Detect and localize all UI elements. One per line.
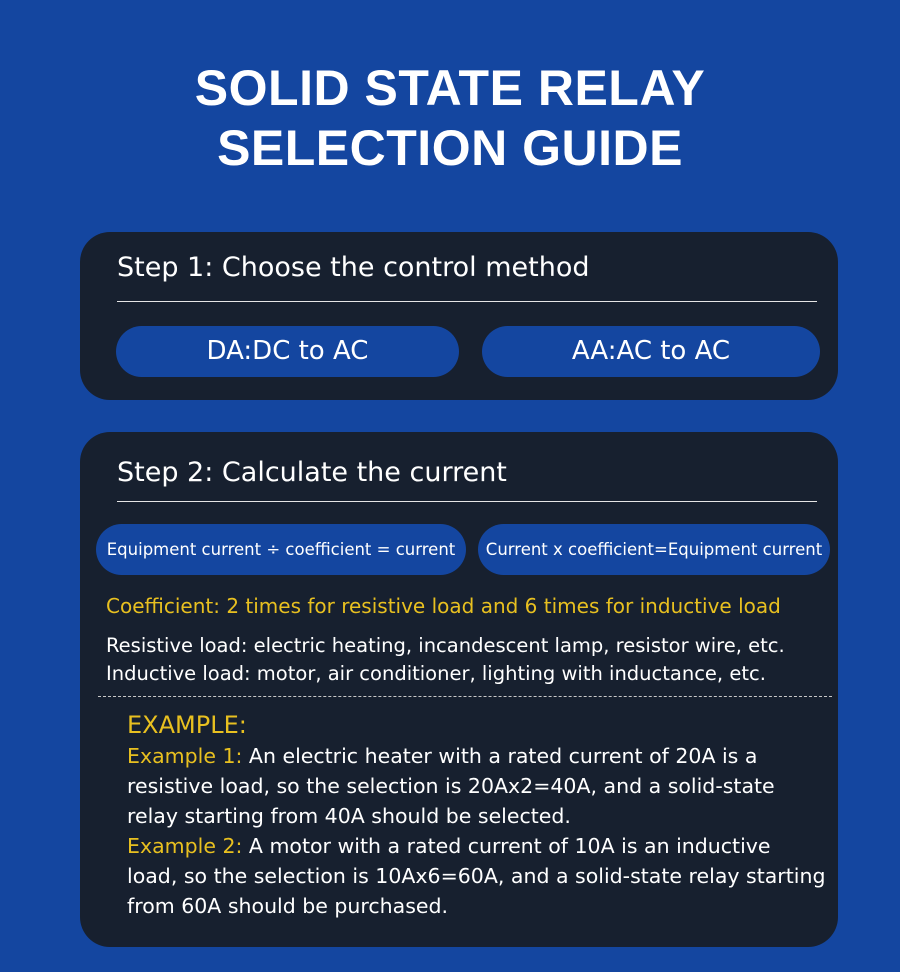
option-da-dc-to-ac[interactable]: DA:DC to AC: [116, 326, 459, 377]
step1-divider: [117, 301, 817, 302]
load-types: [106, 632, 785, 688]
option-aa-ac-to-ac[interactable]: AA:AC to AC: [482, 326, 820, 377]
example-2-label: Example 2:: [127, 834, 243, 858]
step2-card: [80, 432, 838, 947]
example-1-text: An electric heater with a rated current of 20A is a resistive load, so the selection is 20Ax2=40A, and a solid-state relay starting from 40A should be selected.: [127, 744, 775, 828]
formula-equipment-current-pill: Current x coefficient=Equipment current: [478, 524, 830, 575]
page-title: [0, 58, 900, 178]
resistive-load-text: Resistive load: electric heating, incandescent lamp, resistor wire, etc.: [106, 634, 785, 657]
step2-divider: [117, 501, 817, 502]
step2-title: Step 2: Calculate the current: [117, 457, 507, 488]
title-line-1: SOLID STATE RELAY: [194, 60, 706, 116]
coefficient-note: Coefficient: 2 times for resistive load and 6 times for inductive load: [106, 594, 781, 618]
example-1-label: Example 1:: [127, 744, 243, 768]
example-2: [127, 831, 827, 921]
title-line-2: SELECTION GUIDE: [217, 120, 683, 176]
step1-card: [80, 232, 838, 400]
formula-current-pill: Equipment current ÷ coefficient = current: [96, 524, 466, 575]
example-heading: EXAMPLE:: [127, 711, 247, 739]
step1-title: Step 1: Choose the control method: [117, 252, 590, 283]
dashed-divider: [98, 696, 832, 697]
example-1: [127, 741, 827, 831]
inductive-load-text: Inductive load: motor, air conditioner, lighting with inductance, etc.: [106, 662, 766, 685]
example-2-text: A motor with a rated current of 10A is an inductive load, so the selection is 10Ax6=60A, and a solid-state relay starting from 60A should be purchased.: [127, 834, 826, 918]
